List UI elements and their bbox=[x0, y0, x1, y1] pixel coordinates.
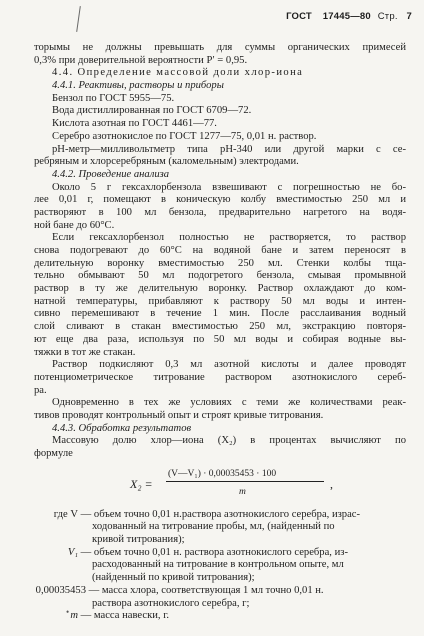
definition-row bbox=[34, 509, 406, 522]
reagent-item: Вода дистиллированная по ГОСТ 6709—72. bbox=[52, 105, 252, 117]
text-line: тивов проводят контрольный опыт и строят кривые титрования. bbox=[34, 409, 324, 421]
document-body bbox=[34, 42, 406, 623]
text-line: снова подогревают до 60°С на водяной бане и затем переносят в bbox=[34, 245, 406, 256]
text-line: раствор в ту же делительную воронку. Раствор охлаждают до ком- bbox=[34, 283, 406, 295]
gost-number: 17445—80 bbox=[322, 11, 371, 22]
reagent-item-cont: ребряным и хлорсеребряным (каломельным) электродами. bbox=[34, 156, 299, 168]
formula-trail: , bbox=[330, 476, 333, 491]
definition-text: — масса хлора, соответствующая 1 мл точно 0,01 н. bbox=[88, 584, 324, 596]
definition-symbol: V₁ bbox=[67, 546, 78, 558]
formula-numerator: (V—V₁) · 0,00035453 · 100 bbox=[168, 468, 277, 479]
definition-cont: ходованный на титрование пробы, мл, (найденный по bbox=[92, 521, 335, 533]
definition-cont: раствора азотнокислого серебра, г; bbox=[92, 597, 250, 609]
text-line: ют еще два раза, используя по 50 мл воды и собирая водные вы- bbox=[34, 333, 406, 345]
definition-row bbox=[34, 610, 406, 623]
definition-text: — объем точно 0,01 н.раствора азотнокислого серебра, израс- bbox=[80, 508, 361, 520]
text-line: 0,3% при доверительной вероятности P′ = 0,95. bbox=[34, 54, 248, 66]
section-heading: 4.4. Определение массовой доли хлор-иона bbox=[52, 67, 304, 79]
definition-cont: кривой титрования); bbox=[92, 534, 185, 546]
page-label: Стр. bbox=[377, 11, 398, 22]
reagent-item: Кислота азотная по ГОСТ 4461—77. bbox=[52, 118, 217, 130]
text-line: натной температуры, прибавляют к раствору 50 мл воды и интен- bbox=[34, 295, 406, 307]
subsection-heading: 4.4.1. Реактивы, растворы и приборы bbox=[52, 80, 224, 92]
page-header bbox=[286, 11, 412, 22]
formula-denominator: m bbox=[239, 486, 246, 497]
reagent-item: Серебро азотнокислое по ГОСТ 1277—75, 0,01 н. раствор. bbox=[52, 130, 317, 142]
stray-mark: • bbox=[66, 607, 70, 617]
definition-text: — объем точно 0,01 н. раствора азотнокислого серебра, из- bbox=[80, 546, 348, 558]
text-line: Раствор подкисляют 0,3 мл азотной кислоты и далее проводят bbox=[52, 359, 406, 371]
fraction-bar bbox=[166, 481, 324, 482]
text-line: тяжки в тот же стакан. bbox=[34, 346, 136, 358]
reagent-item: Бензол по ГОСТ 5955—75. bbox=[52, 92, 175, 104]
text-line: слой сливают в стакан вместимостью 250 мл, экстракцию повторя- bbox=[34, 321, 406, 333]
text-line: Около 5 г гексахлорбензола взвешивают с погрешностью не бо- bbox=[52, 181, 406, 193]
definition-row bbox=[34, 547, 406, 560]
subsection-heading: 4.4.2. Проведение анализа bbox=[52, 168, 170, 180]
reagent-item: pH-метр—милливольтметр типа pH-340 или другой марки с се- bbox=[52, 143, 406, 155]
definition-symbol: 0,00035453 bbox=[35, 584, 86, 596]
text-line: ной бане до 60°С. bbox=[34, 219, 115, 231]
text-line: Одновременно в тех же условиях с теми же количествами реак- bbox=[52, 397, 406, 409]
definition-row bbox=[34, 585, 406, 598]
definition-symbol: m bbox=[70, 610, 78, 622]
subsection-heading: 4.4.3. Обработка результатов bbox=[52, 422, 192, 434]
definition-text: — масса навески, г. bbox=[80, 610, 170, 622]
definition-cont: расходованный на титрование в контрольном опыте, мл bbox=[92, 559, 344, 571]
gost-label: ГОСТ bbox=[286, 11, 312, 22]
text-line: тельно обмывают 50 мл подогретого бензола, смывая промывной bbox=[34, 270, 406, 282]
text-line: делительную воронку вместимостью 250 мл. Стенки колбы тща- bbox=[34, 257, 406, 269]
definition-symbol: где V bbox=[53, 508, 78, 520]
text-line: сивно перемешивают в течение 1 мин. После расслаивания водный bbox=[34, 308, 406, 320]
formula bbox=[34, 466, 406, 506]
text-line: торымы не должны превышать для суммы органических примесей bbox=[34, 42, 406, 53]
text-line: лее 0,01 г, помещают в коническую колбу вместимостью 250 мл и bbox=[34, 194, 406, 206]
margin-pen-mark bbox=[76, 6, 81, 32]
text-line: растворяют в 100 мл бензола, предварительно нагретого на водя- bbox=[34, 206, 406, 218]
text-line: ра. bbox=[34, 384, 47, 396]
text-line: Если гексахлорбензол полностью не растворяется, то раствор bbox=[52, 232, 406, 244]
variable-definitions bbox=[34, 509, 406, 623]
formula-lhs: X₂ = bbox=[130, 476, 153, 491]
page-number: 7 bbox=[406, 11, 412, 22]
text-line: формуле bbox=[34, 448, 73, 459]
text-line: Массовую долю хлор—иона (X₂) в процентах вычисляют по bbox=[52, 435, 406, 447]
definition-cont: (найденный по кривой титрования); bbox=[92, 572, 255, 584]
text-line: потенциометрическое титрование раствором азотнокислого сереб- bbox=[34, 371, 406, 383]
